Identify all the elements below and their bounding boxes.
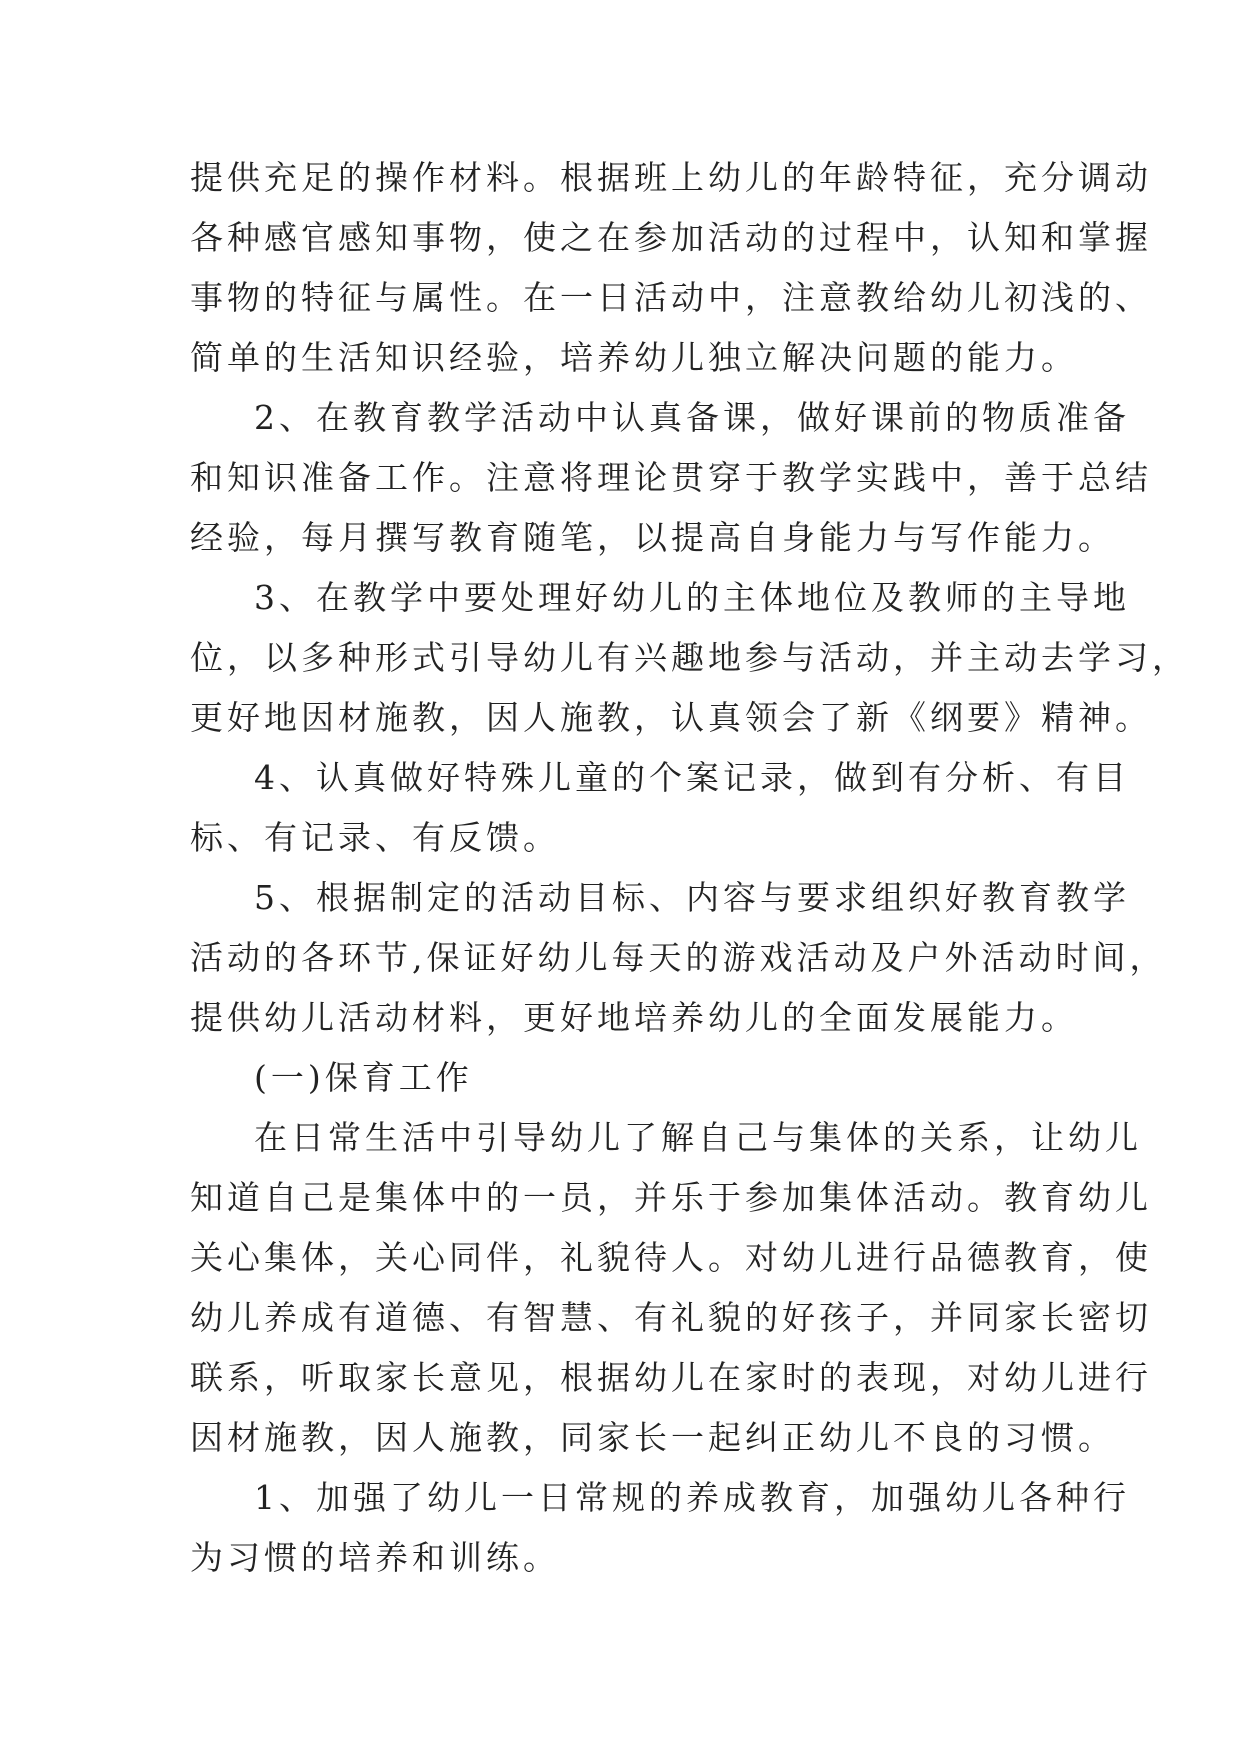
text-line: 2、在教育教学活动中认真备课，做好课前的物质准备	[254, 398, 1130, 437]
text-line: 知道自己是集体中的一员，并乐于参加集体活动。教育幼儿	[190, 1178, 1152, 1217]
text-line: 简单的生活知识经验，培养幼儿独立解决问题的能力。	[190, 338, 1078, 377]
body-text	[190, 148, 1189, 1588]
text-line: 事物的特征与属性。在一日活动中，注意教给幼儿初浅的、	[190, 278, 1152, 317]
text-line: 关心集体，关心同伴，礼貌待人。对幼儿进行品德教育，使	[190, 1238, 1152, 1277]
text-line: 在日常生活中引导幼儿了解自己与集体的关系，让幼儿	[254, 1118, 1142, 1157]
text-line: 提供充足的操作材料。根据班上幼儿的年龄特征，充分调动	[190, 158, 1152, 197]
text-line: 标、有记录、有反馈。	[190, 818, 560, 857]
text-line: 活动的各环节,保证好幼儿每天的游戏活动及户外活动时间，	[190, 938, 1167, 977]
text-line: 5、根据制定的活动目标、内容与要求组织好教育教学	[254, 878, 1130, 917]
text-line: 为习惯的培养和训练。	[190, 1538, 560, 1577]
text-line: 因材施教，因人施教，同家长一起纠正幼儿不良的习惯。	[190, 1418, 1115, 1457]
text-line: 3、在教学中要处理好幼儿的主体地位及教师的主导地	[254, 578, 1130, 617]
text-line: 各种感官感知事物，使之在参加活动的过程中，认知和掌握	[190, 218, 1152, 257]
text-line: 1、加强了幼儿一日常规的养成教育，加强幼儿各种行	[254, 1478, 1130, 1517]
text-line: 更好地因材施教，因人施教，认真领会了新《纲要》精神。	[190, 698, 1152, 737]
text-line: (一)保育工作	[254, 1058, 473, 1097]
text-line: 提供幼儿活动材料，更好地培养幼儿的全面发展能力。	[190, 998, 1078, 1037]
text-line: 经验，每月撰写教育随笔，以提高自身能力与写作能力。	[190, 518, 1115, 557]
text-line: 幼儿养成有道德、有智慧、有礼貌的好孩子，并同家长密切	[190, 1298, 1152, 1337]
text-line: 4、认真做好特殊儿童的个案记录，做到有分析、有目	[254, 758, 1130, 797]
text-line: 联系，听取家长意见，根据幼儿在家时的表现，对幼儿进行	[190, 1358, 1152, 1397]
text-line: 和知识准备工作。注意将理论贯穿于教学实践中，善于总结	[190, 458, 1152, 497]
text-line: 位，以多种形式引导幼儿有兴趣地参与活动，并主动去学习，	[190, 638, 1189, 677]
